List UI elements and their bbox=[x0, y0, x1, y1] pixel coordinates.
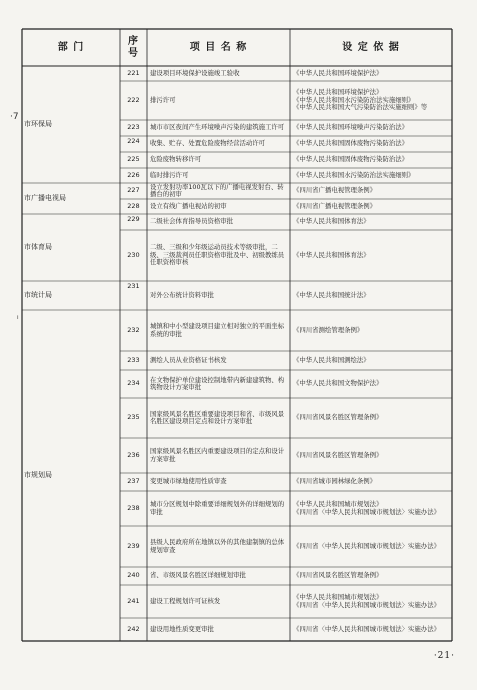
row-legal-basis: 《中华人民共和国水污染防治法实施细则》 bbox=[293, 170, 415, 179]
row-seq: 231 bbox=[127, 282, 140, 290]
row-seq: 232 bbox=[127, 325, 140, 334]
row-seq: 229 bbox=[127, 215, 140, 223]
row-item-name: 对外公布统计资料审批 bbox=[150, 290, 214, 299]
row-item-name: 城市市区夜间产生环境噪声污染的建筑施工许可 bbox=[150, 123, 285, 132]
row-item-name: 设立发射功率100瓦以下的广播电视发射台、转播台的初审 bbox=[150, 183, 284, 198]
department-name: 市统计局 bbox=[24, 290, 52, 299]
row-seq: 238 bbox=[127, 503, 140, 512]
header-dept: 部 门 bbox=[57, 41, 85, 53]
row-legal-basis: 《中华人民共和国测绘法》 bbox=[293, 355, 370, 364]
department-name: 市环保局 bbox=[24, 119, 52, 128]
margin-mark: ·7 bbox=[10, 112, 19, 122]
row-legal-basis: 《四川省城市园林绿化条例》 bbox=[293, 477, 377, 486]
row-legal-basis: 《四川省〈中华人民共和国城市规划法〉实施办法》 bbox=[293, 624, 440, 633]
page-number: ·21· bbox=[433, 651, 455, 661]
row-seq: 239 bbox=[127, 541, 140, 550]
margin-mark: ⁱ bbox=[17, 315, 19, 325]
row-legal-basis: 《中华人民共和国体育法》 bbox=[293, 217, 370, 226]
row-seq: 222 bbox=[127, 95, 140, 104]
row-legal-basis: 《四川省风景名胜区管理条例》 bbox=[293, 413, 383, 422]
row-seq: 241 bbox=[127, 596, 140, 605]
department-name: 市体育局 bbox=[24, 242, 52, 251]
row-legal-basis: 《四川省风景名胜区管理条例》 bbox=[293, 450, 383, 459]
row-item-name: 建设项目环境保护设施竣工验收 bbox=[150, 68, 240, 77]
row-item-name: 城镇和中小型建设项目建立相对独立的平面坐标系统的审批 bbox=[150, 322, 285, 338]
row-seq: 224 bbox=[127, 137, 140, 145]
row-seq: 234 bbox=[127, 379, 140, 388]
row-item-name: 城市分区规划中除重要详细规划外的详细规划的审批 bbox=[150, 500, 285, 516]
row-seq: 240 bbox=[127, 571, 140, 580]
row-seq: 228 bbox=[127, 201, 140, 210]
row-legal-basis: 《中华人民共和国城市规划法》 《四川省〈中华人民共和国城市规划法〉实施办法》 bbox=[293, 500, 440, 516]
row-item-name: 二级、三级和少年级运动员技术等级审批，二级、三级裁判员任职资格审批及中、初级教练员任职资格审核 bbox=[150, 243, 285, 267]
row-legal-basis: 《四川省〈中华人民共和国城市规划法〉实施办法》 bbox=[293, 541, 440, 550]
row-item-name: 临时排污许可 bbox=[150, 170, 189, 179]
row-item-name: 变更城市绿地使用性质审查 bbox=[150, 477, 227, 486]
row-legal-basis: 《四川省广播电视管理条例》 bbox=[293, 186, 377, 195]
row-item-name: 二级社会体育指导员资格审批 bbox=[150, 217, 234, 226]
row-seq: 230 bbox=[127, 250, 140, 259]
row-item-name: 省、市级风景名胜区详细规划审批 bbox=[150, 571, 246, 580]
header-name: 项 目 名 称 bbox=[189, 41, 248, 53]
row-legal-basis: 《中华人民共和国固体废物污染防治法》 bbox=[293, 139, 409, 148]
row-legal-basis: 《中华人民共和国统计法》 bbox=[293, 290, 370, 299]
row-item-name: 建设工程规划许可证核发 bbox=[150, 596, 221, 605]
row-item-name: 县级人民政府所在地镇以外的其他建制镇的总体规划审查 bbox=[150, 538, 285, 554]
row-item-name: 国家级风景名胜区重要建设项目和省、市级风景名胜区建设项目定点和设计方案审批 bbox=[150, 409, 285, 425]
row-seq: 226 bbox=[127, 170, 140, 179]
header-basis: 设 定 依 据 bbox=[342, 41, 400, 53]
row-legal-basis: 《中华人民共和国环境保护法》 《中华人民共和国水污染防治法实施细则》 《中华人民共和国大气污染防治法实施细则》等 bbox=[293, 88, 428, 112]
row-seq: 221 bbox=[127, 68, 140, 77]
row-seq: 227 bbox=[127, 186, 140, 195]
row-item-name: 国家级风景名胜区内重要建设项目的定点和设计方案审批 bbox=[150, 447, 285, 463]
row-item-name: 排污许可 bbox=[150, 95, 176, 104]
row-item-name: 设立有线广播电视站的初审 bbox=[150, 201, 227, 210]
row-seq: 225 bbox=[127, 155, 140, 164]
row-item-name: 建设用地性质变更审批 bbox=[150, 624, 214, 633]
row-item-name: 危险废物转移许可 bbox=[150, 155, 202, 164]
row-legal-basis: 《中华人民共和国环境噪声污染防治法》 bbox=[293, 123, 409, 132]
row-seq: 236 bbox=[127, 450, 140, 459]
row-seq: 233 bbox=[127, 355, 140, 364]
row-seq: 237 bbox=[127, 477, 140, 486]
row-legal-basis: 《四川省广播电视管理条例》 bbox=[293, 201, 377, 210]
row-seq: 235 bbox=[127, 413, 140, 422]
row-item-name: 收集、贮存、处置危险废物经营活动许可 bbox=[150, 139, 266, 148]
row-legal-basis: 《中华人民共和国体育法》 bbox=[293, 250, 370, 259]
department-name: 市规划局 bbox=[24, 470, 52, 479]
row-legal-basis: 《中华人民共和国城市规划法》 《四川省〈中华人民共和国城市规划法〉实施办法》 bbox=[293, 593, 440, 609]
row-item-name: 在文物保护单位建设控制地带内新建建筑物、构筑物设计方案审批 bbox=[150, 375, 285, 391]
header-seq: 序 号 bbox=[128, 35, 139, 59]
row-legal-basis: 《中华人民共和国固体废物污染防治法》 bbox=[293, 155, 409, 164]
row-legal-basis: 《中华人民共和国环境保护法》 bbox=[293, 68, 383, 77]
row-seq: 242 bbox=[127, 624, 140, 633]
row-item-name: 测绘人员从业资格证书核发 bbox=[150, 355, 227, 364]
department-name: 市广播电视局 bbox=[24, 193, 66, 202]
row-legal-basis: 《四川省风景名胜区管理条例》 bbox=[293, 571, 383, 580]
row-legal-basis: 《中华人民共和国文物保护法》 bbox=[293, 379, 383, 388]
row-legal-basis: 《四川省测绘管理条例》 bbox=[293, 325, 364, 334]
row-seq: 223 bbox=[127, 123, 140, 132]
